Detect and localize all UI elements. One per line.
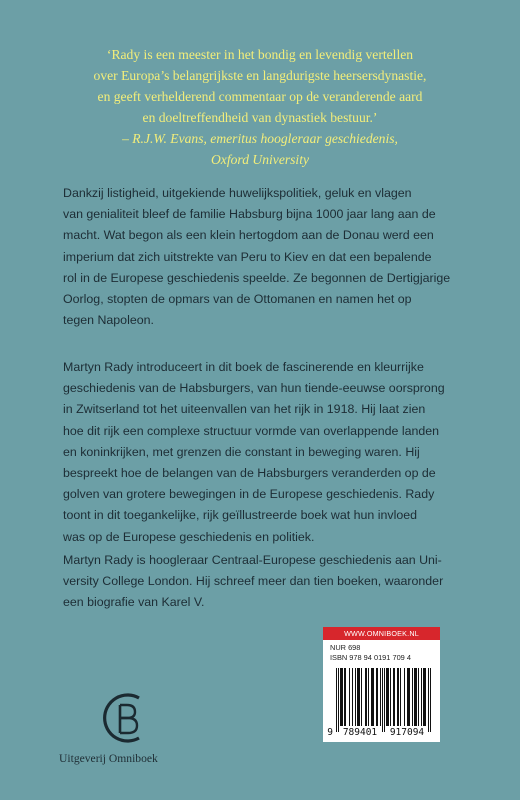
barcode-bar [349, 668, 350, 726]
barcode-bar [368, 668, 369, 726]
barcode-digits: 789401 [342, 727, 378, 738]
barcode-bar [355, 668, 356, 726]
text-line: geschiedenis van de Habsburgers, van hun tiende-eeuwse oorsprong [63, 381, 445, 396]
blurb-paragraph-2 [63, 357, 463, 548]
text-line: bespreekt hoe de belangen van de Habsburgers veranderden op de [63, 466, 436, 481]
text-line: een biografie van Karel V. [63, 595, 205, 610]
nur-code: NUR 698 [330, 643, 361, 652]
text-line: Oorlog, stopten de opmars van de Ottomanen en namen het op [63, 292, 412, 307]
barcode-bar [373, 668, 374, 726]
barcode-bar [384, 668, 385, 732]
barcode-bar [390, 668, 391, 726]
isbn-barcode-box [323, 627, 440, 742]
text-line: van genialiteit bleef de familie Habsburg bijna 1000 jaar lang aan de [63, 207, 436, 222]
quote-attribution-line: – R.J.W. Evans, emeritus hoogleraar geschiedenis, [122, 131, 398, 146]
publisher-url-banner: WWW.OMNIBOEK.NL [323, 627, 440, 640]
barcode-digits: 917094 [389, 727, 425, 738]
barcode-bar [407, 668, 408, 726]
barcode-bar [400, 668, 401, 726]
barcode-bar [421, 668, 422, 726]
barcode-bar [398, 668, 399, 726]
barcode-bar [376, 668, 377, 726]
text-line: golven van grotere bewegingen in de Europese geschiedenis. Rady [63, 487, 435, 502]
isbn-number: ISBN 978 94 0191 709 4 [330, 653, 411, 662]
barcode-bar [382, 668, 383, 732]
barcode-bar [430, 668, 431, 732]
barcode-digits: 9 [327, 727, 333, 738]
barcode-bar [365, 668, 366, 726]
barcode-bar [416, 668, 417, 726]
barcode-bar [394, 668, 395, 726]
text-line: Martyn Rady introduceert in dit boek de fascinerende en kleurrijke [63, 360, 424, 374]
text-line: versity College London. Hij schreef meer dan tien boeken, waaronder [63, 574, 444, 589]
barcode-graphic [323, 664, 440, 742]
barcode-bar [404, 668, 405, 726]
barcode-bar [344, 668, 345, 726]
quote-attribution-line: Oxford University [210, 152, 310, 167]
barcode-bar [423, 668, 424, 726]
barcode-bar [418, 668, 419, 726]
barcode-bar [357, 668, 358, 726]
barcode-bar [415, 668, 416, 726]
barcode-bar [425, 668, 426, 726]
review-quote [60, 44, 460, 170]
quote-line: en doeltreffendheid van dynastiek bestuur.’ [142, 110, 378, 125]
barcode-bar [414, 668, 415, 726]
barcode-bar [359, 668, 360, 726]
barcode-bar [388, 668, 389, 726]
barcode-bar [377, 668, 378, 726]
barcode-bar [372, 668, 373, 726]
text-line: hoe dit rijk een complexe structuur vormde van overlappende landen [63, 423, 440, 438]
barcode-bar [412, 668, 413, 726]
barcode-bar [336, 668, 337, 732]
text-line: imperium dat zich uitstrekte van Peru to Kiev en dat een bepalende [63, 249, 432, 264]
publisher-name: Uitgeverij Omniboek [59, 752, 158, 765]
text-line: rol in de Europese geschiedenis speelde. Ze begonnen de Dertigjarige [63, 270, 451, 285]
barcode-bar [361, 668, 362, 726]
text-line: tegen Napoleon. [63, 313, 154, 328]
barcode-bar [358, 668, 359, 726]
text-line: in Zwitserland tot het uiteenvallen van het rijk in 1918. Hij laat zien [63, 402, 426, 417]
barcode-bar [342, 668, 343, 726]
barcode-bar [352, 668, 353, 726]
barcode-bar [371, 668, 372, 726]
barcode-bar [428, 668, 429, 732]
text-line: en koninkrijken, met grenzen die constant in beweging waren. Hij [63, 444, 420, 459]
text-line: macht. Wat begon als een klein hertogdom aan de Donau werd een [63, 228, 434, 243]
barcode-bar [424, 668, 425, 726]
quote-line: en geeft verhelderend commentaar op de veranderende aard [97, 89, 423, 104]
barcode-bar [340, 668, 341, 726]
quote-line: ‘Rady is een meester in het bondig en levendig vertellen [106, 47, 414, 62]
text-line: toont in dit toegankelijke, rijk geïllustreerde boek wat hun invloed [63, 508, 418, 523]
author-bio-paragraph [63, 550, 463, 614]
text-line: Martyn Rady is hoogleraar Centraal-Europese geschiedenis aan Uni- [63, 553, 442, 567]
barcode-bar [409, 668, 410, 726]
quote-line: over Europa’s belangrijkste en langdurigste heersersdynastie, [93, 68, 427, 83]
barcode-bar [338, 668, 339, 732]
barcode-bar [408, 668, 409, 726]
text-line: Dankzij listigheid, uitgekiende huwelijkspolitiek, geluk en vlagen [63, 186, 412, 200]
barcode-bar [387, 668, 388, 726]
barcode-bar [386, 668, 387, 726]
barcode-bar [380, 668, 381, 726]
barcode-bar [366, 668, 367, 726]
barcode-bar [341, 668, 342, 726]
barcode-bar [393, 668, 394, 726]
barcode-bar [345, 668, 346, 726]
barcode-bar [397, 668, 398, 726]
text-line: was op de Europese geschiedenis en politiek. [63, 529, 315, 544]
blurb-paragraph-1 [63, 183, 463, 331]
omniboek-logo-icon [90, 688, 160, 748]
